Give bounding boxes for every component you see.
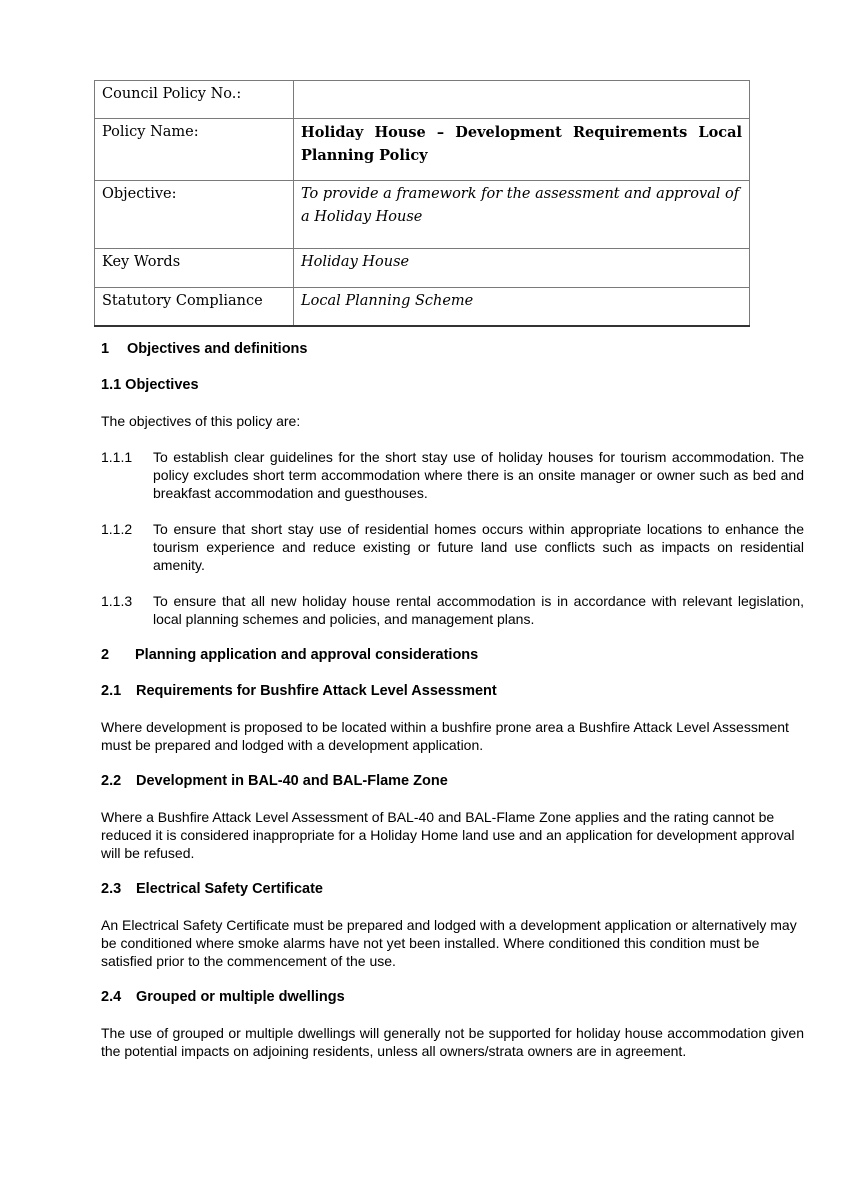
subsection-2-4-heading [101,988,804,1006]
council-policy-no-value [294,81,750,119]
objective-label: Objective: [95,181,294,249]
section-number: 2 [101,647,110,663]
subsection-text: Where a Bushfire Attack Level Assessment of BAL-40 and BAL-Flame Zone applies and the rating cannot be reduced it is considered inappropriate for a Holiday Home land use and an application for development approval will be refused. [101,809,795,861]
item-text: To ensure that short stay use of residential homes occurs within appropriate locations to enhance the tourism experience and reduce existing or future land use conflicts such as impacts on residential amenity. [153,521,804,573]
section-title: Objectives and definitions [127,341,308,357]
subsection-number: 2.4 [101,989,122,1005]
subsection-title: Requirements for Bushfire Attack Level Assessment [136,683,497,699]
item-number: 1.1.1 [101,449,133,465]
item-text: To establish clear guidelines for the short stay use of holiday houses for tourism accommodation. The policy excludes short term accommodation where there is an onsite manager or owner such as bed and breakfast accommodation and guesthouses. [153,449,804,501]
subsection-title: Objectives [125,377,199,393]
section-1-heading [101,340,804,358]
section-number: 1 [101,341,110,357]
list-item [101,448,804,502]
policy-name-value: Holiday House – Development Requirements Local Planning Policy [294,119,750,181]
subsection-2-3-heading [101,880,804,898]
objectives-intro: The objectives of this policy are: [101,413,301,429]
subsection-number: 2.1 [101,683,122,699]
subsection-2-1-heading [101,682,804,700]
subsection-number: 2.2 [101,773,122,789]
table-row [95,288,750,327]
key-words-label: Key Words [95,249,294,288]
subsection-text: An Electrical Safety Certificate must be prepared and lodged with a development application or alternatively may be conditioned where smoke alarms have not yet been installed. Where conditioned this condition must be satisfied prior to the commencement of the use. [101,917,797,969]
policy-body [101,340,804,1078]
item-number: 1.1.3 [101,593,133,609]
table-row [95,119,750,181]
table-row [95,181,750,249]
subsection-1-1-heading [101,376,804,394]
item-text: To ensure that all new holiday house rental accommodation is in accordance with relevant legislation, local planning schemes and policies, and management plans. [153,593,804,627]
statutory-compliance-value: Local Planning Scheme [294,288,750,327]
list-item [101,592,804,628]
item-number: 1.1.2 [101,521,133,537]
section-title: Planning application and approval considerations [135,647,479,663]
council-policy-no-label: Council Policy No.: [95,81,294,119]
subsection-title: Grouped or multiple dwellings [136,989,345,1005]
policy-name-label: Policy Name: [95,119,294,181]
list-item [101,520,804,574]
objective-value: To provide a framework for the assessment and approval of a Holiday House [294,181,750,249]
subsection-2-2-heading [101,772,804,790]
key-words-value: Holiday House [294,249,750,288]
section-2-heading [101,646,804,664]
subsection-title: Development in BAL-40 and BAL-Flame Zone [136,773,448,789]
statutory-compliance-label: Statutory Compliance [95,288,294,327]
table-row [95,81,750,119]
subsection-number: 2.3 [101,881,122,897]
table-row [95,249,750,288]
subsection-text: Where development is proposed to be located within a bushfire prone area a Bushfire Attack Level Assessment must be prepared and lodged with a development application. [101,719,789,753]
subsection-title: Electrical Safety Certificate [136,881,323,897]
subsection-number: 1.1 [101,377,122,393]
subsection-text: The use of grouped or multiple dwellings will generally not be supported for holiday house accommodation given the potential impacts on adjoining residents, unless all owners/strata owners are in agreement. [101,1025,804,1059]
policy-info-table [94,80,750,327]
